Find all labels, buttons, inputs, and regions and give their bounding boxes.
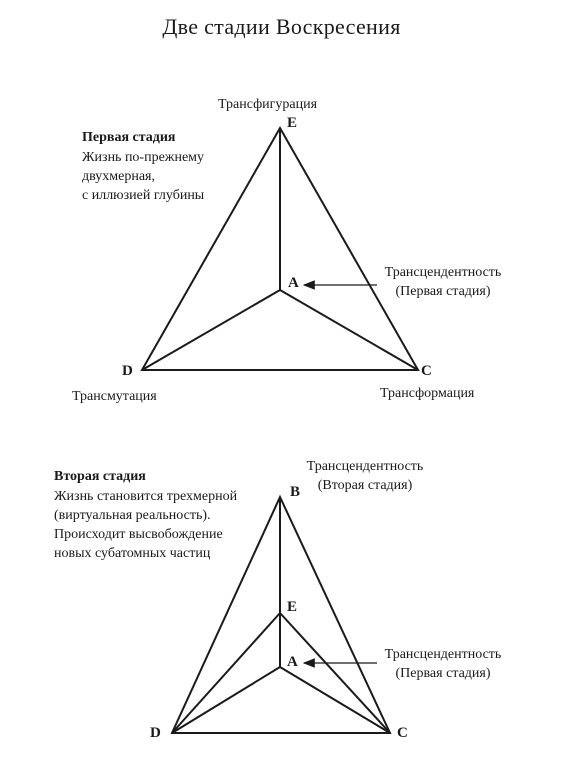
stage2-label-center-line1: Трансцендентность	[384, 647, 502, 662]
stage2-description-line: новых субатомных частиц	[54, 546, 211, 561]
stage1-edge-a-d	[142, 290, 280, 370]
stage1-description-line: двухмерная,	[82, 169, 155, 184]
stage2-vertex-left: D	[150, 725, 161, 741]
stage2-description-line: Жизнь становится трехмерной	[54, 489, 238, 504]
stage1-label-left: Трансмутация	[72, 389, 157, 404]
stage2-label-center-line2: (Первая стадия)	[395, 666, 491, 681]
stage1-label-top: Трансфигурация	[218, 97, 318, 112]
stage1-vertex-center: A	[288, 275, 299, 291]
stage1-vertex-left: D	[122, 363, 133, 379]
stage2-label-top-line2: (Вторая стадия)	[317, 478, 413, 493]
stage1-vertex-right: C	[421, 363, 432, 379]
stage1-label-center-line1: Трансцендентность	[384, 265, 502, 280]
stage2-vertex-right: C	[397, 725, 408, 741]
stage2-edge-e-d	[172, 613, 280, 733]
stage2-description-line: (виртуальная реальность).	[54, 508, 211, 523]
stage2-heading: Вторая стадия	[54, 469, 146, 484]
stage2-description-line: Происходит высвобождение	[54, 527, 223, 542]
page-title: Две стадии Воскресения	[162, 14, 401, 39]
stage1-edge-a-c	[280, 290, 418, 370]
stage1-label-right: Трансформация	[380, 386, 475, 401]
stage2-vertex-center: A	[287, 654, 298, 670]
stage2-label-top-line1: Трансцендентность	[306, 459, 424, 474]
stage1-description-line: с иллюзией глубины	[82, 188, 205, 203]
stage1-vertex-top: E	[287, 115, 298, 131]
stage2-vertex-inner-top: E	[287, 599, 298, 615]
stage2-vertex-top: B	[290, 484, 301, 500]
stage1-label-center-line2: (Первая стадия)	[395, 284, 491, 299]
stage1-description-line: Жизнь по-прежнему	[82, 150, 205, 165]
stage1-heading: Первая стадия	[82, 130, 176, 145]
